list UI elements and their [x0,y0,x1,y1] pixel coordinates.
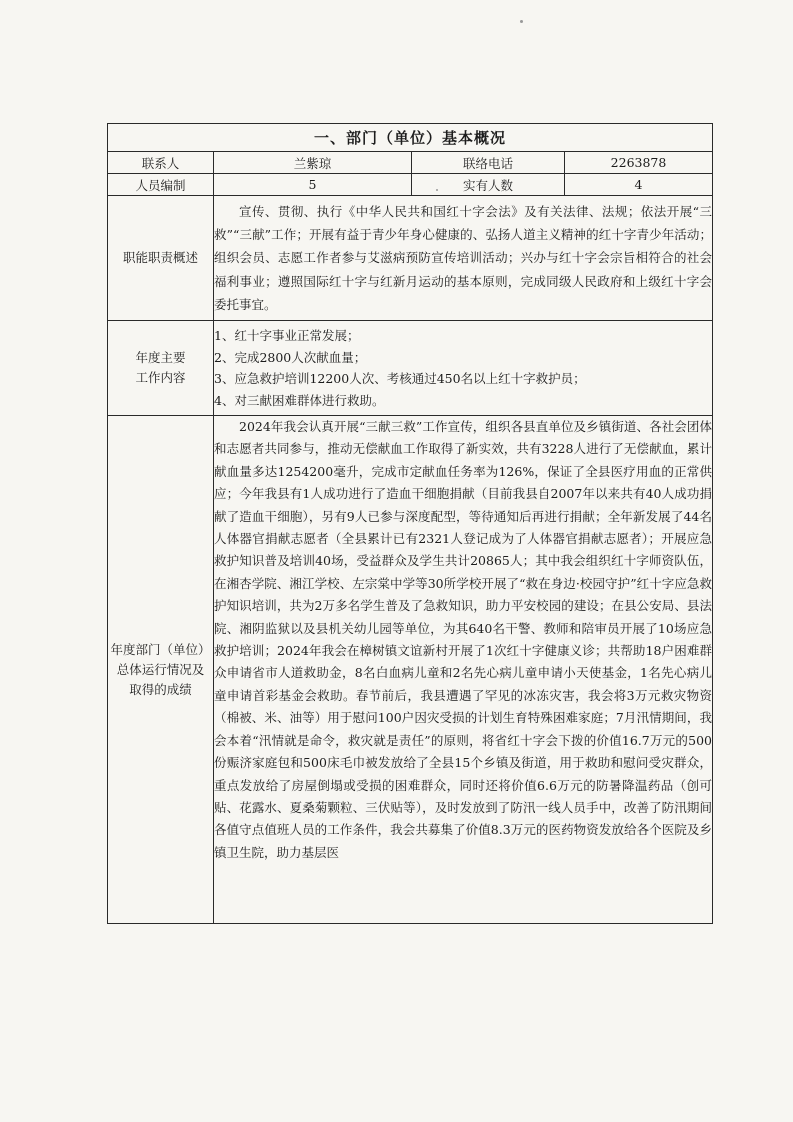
functions-row [108,196,713,321]
annual-work-row [108,321,713,416]
staff-quota-label: 人员编制 [108,174,214,196]
table-title: 一、部门（单位）基本概况 [108,124,713,152]
list-item: 1、红十字事业正常发展； [214,328,360,343]
performance-label-line: 总体运行情况及 [116,661,205,677]
performance-label [108,416,214,924]
annual-work-label-line: 年度主要 [135,350,186,365]
performance-row [108,416,713,924]
contact-label: 联系人 [108,152,214,174]
contact-value: 兰紫琼 [214,152,412,174]
staff-quota-value: 5 [214,174,412,196]
functions-text: 宣传、贯彻、执行《中华人民共和国红十字会法》及有关法律、法规；依法开展“三救”“三献”工作；开展有益于青少年身心健康的、弘扬人道主义精神的红十字青少年活动；组织会员、志愿工作者参与艾滋病预防宣传培训活动；兴办与红十字会宗旨相符合的社会福利事业；遵照国际红十字与红新月运动的基本原则，完成同级人民政府和上级红十字会委托事宜。 [214,196,713,321]
phone-label: 联络电话 [412,152,565,174]
actual-staff-value: 4 [565,174,713,196]
annual-work-list [214,321,713,416]
list-item: 2、完成2800人次献血量； [214,349,367,365]
annual-work-label-line: 工作内容 [135,370,186,385]
functions-label: 职能职责概述 [108,196,214,321]
performance-label-line: 年度部门（单位） [110,641,211,657]
performance-label-line: 取得的成绩 [129,681,192,697]
list-item: 4、对三献困难群体进行救助。 [214,392,385,408]
basic-info-table [107,123,713,924]
staff-row [108,174,713,196]
scan-speck [520,20,523,23]
actual-staff-label: 实有人数 [412,174,565,196]
annual-work-label [108,321,214,416]
phone-value: 2263878 [565,152,713,174]
contact-row [108,152,713,174]
list-item: 3、应急救护培训12200人次、考核通过450名以上红十字救护员； [214,371,586,386]
performance-text: 2024年我会认真开展“三献三救”工作宣传，组织各县直单位及乡镇街道、各社会团体和志愿者共同参与，推动无偿献血工作取得了新实效，共有3228人进行了无偿献血，累计献血量多达1254200毫升，完成市定献血任务率为126%，保证了全县医疗用血的正常供应；今年我县有1人成功进行了造血干细胞捐献（目前我县自2007年以来共有40人成功捐献了造血干细胞），另有9人已参与深度配型，等待通知后再进行捐献；全年新发展了44名人体器官捐献志愿者（全县累计已有2321人登记成为了人体器官捐献志愿者）；开展应急救护知识普及培训40场，受益群众及学生共计20865人；其中我会组织红十字师资队伍，在湘杏学院、湘江学校、左宗棠中学等30所学校开展了“救在身边·校园守护”红十字应急救护知识培训，共为2万多名学生普及了急救知识，助力平安校园的建设；在县公安局、县法院、湘阴监狱以及县机关幼儿园等单位，为其640名干警、教师和陪审员开展了10场应急救护培训；2024年我会在樟树镇文谊新村开展了1次红十字健康义诊；共帮助18户困难群众申请省市人道救助金，8名白血病儿童和2名先心病儿童申请小天使基金，1名先心病儿童申请首彩基金会救助。春节前后，我县遭遇了罕见的冰冻灾害，我会将3万元救灾物资（棉被、米、油等）用于慰问100户因灾受损的计划生育特殊困难家庭；7月汛情期间，我会本着“汛情就是命令，救灾就是责任”的原则，将省红十字会下拨的价值16.7万元的500份赈济家庭包和500床毛巾被发放给了全县15个乡镇及街道，用于救助和慰问受灾群众，重点发放给了房屋倒塌或受损的困难群众，同时还将价值6.6万元的防暑降温药品（创可贴、花露水、夏桑菊颗粒、三伏贴等），及时发放到了防汛一线人员手中，改善了防汛期间各值守点值班人员的工作条件，我会共募集了价值8.3万元的医药物资发放给各个医院及乡镇卫生院，助力基层医 [214,416,713,924]
